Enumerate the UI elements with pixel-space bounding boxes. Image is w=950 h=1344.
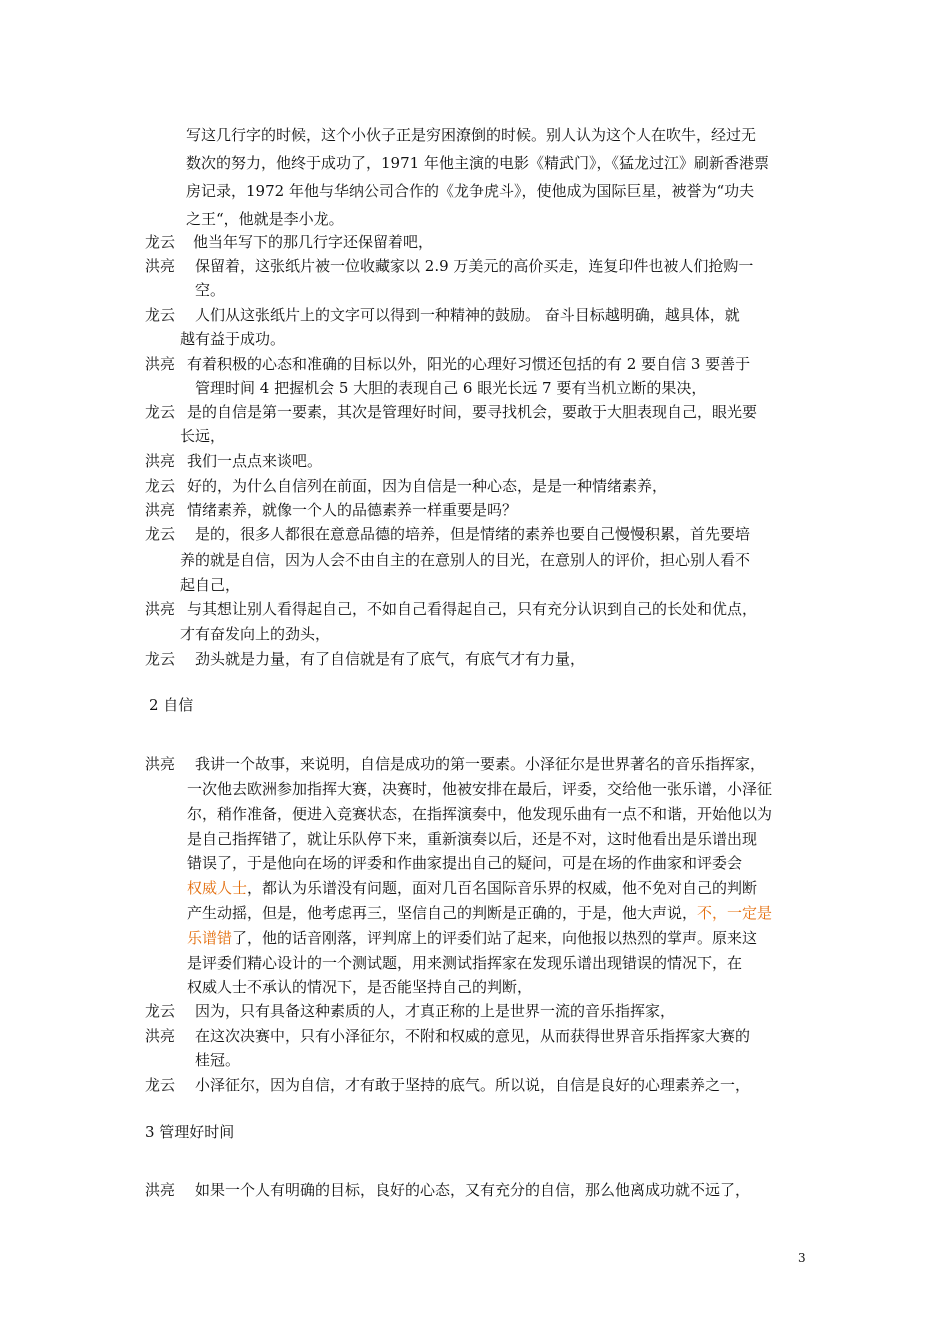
section-heading: 3 管理好时间 xyxy=(145,1123,235,1141)
text-line: 空。 xyxy=(195,281,226,299)
speaker-label: 龙云 xyxy=(145,233,176,251)
speaker-label: 龙云 xyxy=(145,403,176,421)
text-line: 如果一个人有明确的目标，良好的心态，又有充分的自信，那么他离成功就不远了， xyxy=(195,1181,751,1199)
text-line: 房记录，1972 年他与华纳公司合作的《龙争虎斗》，使他成为国际巨星，被誉为“功夫 xyxy=(186,182,755,200)
highlighted-text: 不，一定是 xyxy=(697,904,773,922)
speaker-label: 洪亮 xyxy=(145,501,176,519)
text-line: 人们从这张纸片上的文字可以得到一种精神的鼓励。 奋斗目标越明确，越具体，就 xyxy=(195,306,740,324)
text-line: 因为，只有具备这种素质的人，才真正称的上是世界一流的音乐指挥家， xyxy=(195,1002,676,1020)
speaker-label: 龙云 xyxy=(145,306,176,324)
highlighted-text: 乐谱错 xyxy=(187,929,233,947)
speaker-label: 龙云 xyxy=(145,650,176,668)
text-line: 是的，很多人都很在意意品德的培养，但是情绪的素养也要自己慢慢积累，首先要培 xyxy=(195,525,751,543)
speaker-label: 龙云 xyxy=(145,1002,176,1020)
text-span: 产生动摇，但是，他考虑再三，坚信自己的判断是正确的，于是，他大声说， xyxy=(187,904,698,922)
highlighted-text: 权威人士 xyxy=(187,879,248,897)
text-line: 有着积极的心态和准确的目标以外，阳光的心理好习惯还包括的有 2 要自信 3 要善于 xyxy=(187,355,751,373)
section-heading: 2 自信 xyxy=(149,696,194,714)
text-line: 好的，为什么自信列在前面，因为自信是一种心态，是是一种情绪素养， xyxy=(187,477,668,495)
text-line: 小泽征尔，因为自信，才有敢于坚持的底气。所以说，自信是良好的心理素养之一， xyxy=(195,1076,751,1094)
text-line: 是的自信是第一要素，其次是管理好时间，要寻找机会，要敢于大胆表现自己，眼光要 xyxy=(187,403,758,421)
text-line: 尔，稍作准备，便进入竞赛状态，在指挥演奏中，他发现乐曲有一点不和谐，开始他以为 xyxy=(187,805,773,823)
text-line: 他当年写下的那几行字还保留着吧， xyxy=(193,233,434,251)
text-line: 错误了，于是他向在场的评委和作曲家提出自己的疑问，可是在场的作曲家和评委会 xyxy=(187,854,743,872)
text-line: 劲头就是力量，有了自信就是有了底气，有底气才有力量， xyxy=(195,650,586,668)
text-line: 才有奋发向上的劲头， xyxy=(180,625,331,643)
speaker-label: 洪亮 xyxy=(145,755,176,773)
text-line: 情绪素养，就像一个人的品德素养一样重要是吗？ xyxy=(187,501,518,519)
speaker-label: 龙云 xyxy=(145,525,176,543)
text-span: ，都认为乐谱没有问题，面对几百名国际音乐界的权威，他不免对自己的判断 xyxy=(247,879,758,897)
text-line: 桂冠。 xyxy=(195,1051,241,1069)
speaker-label: 洪亮 xyxy=(145,355,176,373)
text-line: 养的就是自信，因为人会不由自主的在意别人的目光，在意别人的评价，担心别人看不 xyxy=(180,551,751,569)
speaker-label: 龙云 xyxy=(145,477,176,495)
text-line: 保留着，这张纸片被一位收藏家以 2.9 万美元的高价买走，连复印件也被人们抢购一 xyxy=(195,257,754,275)
speaker-label: 洪亮 xyxy=(145,452,176,470)
text-line: 之王“，他就是李小龙。 xyxy=(186,210,344,228)
text-line: 管理时间 4 把握机会 5 大胆的表现自己 6 眼光长远 7 要有当机立断的果决， xyxy=(195,379,707,397)
page-number: 3 xyxy=(798,1251,806,1265)
text-line: 我讲一个故事，来说明，自信是成功的第一要素。小泽征尔是世界著名的音乐指挥家， xyxy=(195,755,766,773)
speaker-label: 洪亮 xyxy=(145,1027,176,1045)
speaker-label: 洪亮 xyxy=(145,600,176,618)
text-line xyxy=(187,878,757,898)
speaker-label: 洪亮 xyxy=(145,1181,176,1199)
speaker-label: 洪亮 xyxy=(145,257,176,275)
text-line: 写这几行字的时候，这个小伙子正是穷困潦倒的时候。别人认为这个人在吹牛，经过无 xyxy=(186,126,757,144)
text-line: 数次的努力，他终于成功了，1971 年他主演的电影《精武门》，《猛龙过江》刷新香港票 xyxy=(186,154,769,172)
text-line: 一次他去欧洲参加指挥大赛，决赛时，他被安排在最后，评委，交给他一张乐谱，小泽征 xyxy=(187,780,773,798)
text-line: 我们一点点来谈吧。 xyxy=(187,452,323,470)
text-line: 在这次决赛中，只有小泽征尔，不附和权威的意见，从而获得世界音乐指挥家大赛的 xyxy=(195,1027,751,1045)
text-line xyxy=(187,903,772,923)
text-line: 越有益于成功。 xyxy=(180,330,286,348)
text-line: 长远， xyxy=(180,427,226,445)
text-line: 与其想让别人看得起自己，不如自己看得起自己，只有充分认识到自己的长处和优点， xyxy=(187,600,758,618)
text-span: 了，他的话音刚落，评判席上的评委们站了起来，向他报以热烈的掌声。原来这 xyxy=(232,929,758,947)
text-line xyxy=(187,928,757,948)
text-line: 是评委们精心设计的一个测试题，用来测试指挥家在发现乐谱出现错误的情况下，在 xyxy=(187,954,743,972)
text-line: 权威人士不承认的情况下，是否能坚持自己的判断， xyxy=(187,978,533,996)
text-line: 是自己指挥错了，就让乐队停下来，重新演奏以后，还是不对，这时他看出是乐谱出现 xyxy=(187,830,758,848)
text-line: 起自己， xyxy=(180,576,241,594)
speaker-label: 龙云 xyxy=(145,1076,176,1094)
